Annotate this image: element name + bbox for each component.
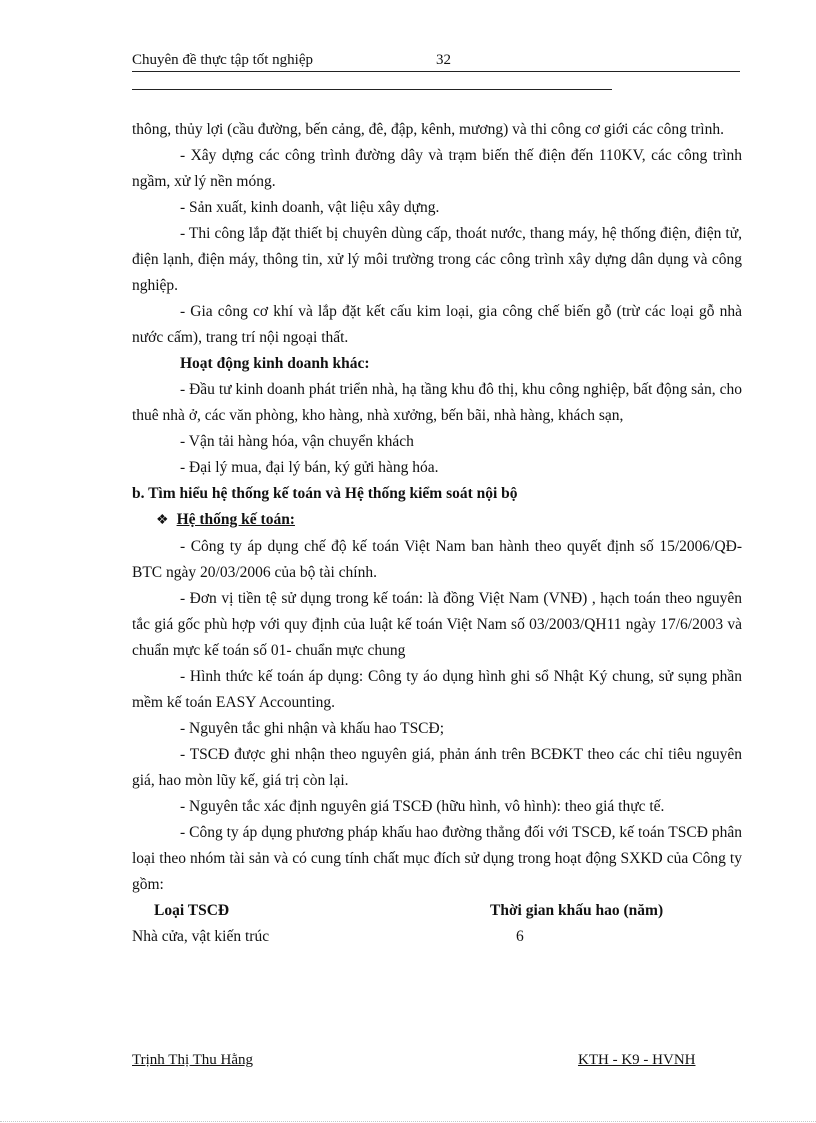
document-body bbox=[132, 117, 742, 950]
header-title: Chuyên đề thực tập tốt nghiệp bbox=[132, 52, 314, 68]
paragraph: - Đầu tư kinh doanh phát triển nhà, hạ tầng khu đô thị, khu công nghiệp, bất động sản, cho thuê nhà ở, các văn phòng, kho hàng, nhà xưởng, bến bãi, nhà hàng, khách sạn, bbox=[132, 381, 742, 424]
paragraph: - Đơn vị tiền tệ sử dụng trong kế toán: là đồng Việt Nam (VNĐ) , hạch toán theo nguyên tắc giá gốc phù hợp với quy định của luật kế toán Việt Nam số 03/2003/QH11 ngày 17/6/2003 và chuẩn mực kế toán số 01- chuẩn mực chung bbox=[132, 590, 742, 659]
paragraph: - Vận tải hàng hóa, vận chuyển khách bbox=[180, 433, 414, 450]
paragraph: - Sản xuất, kinh doanh, vật liệu xây dựng. bbox=[180, 199, 440, 216]
page-number: 32 bbox=[436, 52, 451, 68]
subheading: Hoạt động kinh doanh khác: bbox=[180, 355, 370, 372]
table-header-asset-type: Loại TSCĐ bbox=[154, 902, 230, 919]
table-row bbox=[132, 924, 742, 950]
table-header-row bbox=[132, 898, 742, 924]
paragraph: - Công ty áp dụng phương pháp khấu hao đường thẳng đối với TSCĐ, kế toán TSCĐ phân loại theo nhóm tài sản và có cung tính chất mục đích sử dụng trong hoạt động SXKD của Công ty gồm: bbox=[132, 824, 742, 893]
section-heading: b. Tìm hiểu hệ thống kế toán và Hệ thống kiểm soát nội bộ bbox=[132, 485, 518, 502]
paragraph: - Đại lý mua, đại lý bán, ký gửi hàng hóa. bbox=[180, 459, 439, 476]
paragraph: - Nguyên tắc ghi nhận và khấu hao TSCĐ; bbox=[180, 720, 445, 737]
paragraph: - Xây dựng các công trình đường dây và trạm biến thế điện đến 110KV, các công trình ngầm, xử lý nền móng. bbox=[132, 147, 742, 190]
header-rule-secondary bbox=[132, 89, 612, 90]
bullet-heading bbox=[132, 507, 742, 534]
table-header-depreciation-years: Thời gian khấu hao (năm) bbox=[490, 902, 664, 919]
paragraph: - Gia công cơ khí và lắp đặt kết cấu kim loại, gia công chế biến gỗ (trừ các loại gỗ nhà nước cấm), trang trí nội ngoại thất. bbox=[132, 303, 742, 346]
header-rule bbox=[132, 71, 740, 72]
paragraph: - Hình thức kế toán áp dụng: Công ty áo dụng hình ghi sổ Nhật Ký chung, sử sụng phần mềm kế toán EASY Accounting. bbox=[132, 668, 742, 711]
footer-author: Trịnh Thị Thu Hằng bbox=[132, 1052, 253, 1068]
paragraph: - Thi công lắp đặt thiết bị chuyên dùng cấp, thoát nước, thang máy, hệ thống điện, điện tử, điện lạnh, điện máy, thông tin, xử lý môi trường trong các công trình xây dựng dân dụng và công nghiệp. bbox=[132, 225, 742, 294]
paragraph: thông, thủy lợi (cầu đường, bến cảng, đê, đập, kênh, mương) và thi công cơ giới các công trình. bbox=[132, 121, 724, 138]
bullet-heading-text: Hệ thống kế toán: bbox=[176, 511, 295, 528]
table-cell: 6 bbox=[516, 928, 524, 945]
paragraph: - TSCĐ được ghi nhận theo nguyên giá, phản ánh trên BCĐKT theo các chỉ tiêu nguyên giá, hao mòn lũy kế, giá trị còn lại. bbox=[132, 746, 742, 789]
footer-code: KTH - K9 - HVNH bbox=[578, 1052, 696, 1068]
depreciation-table bbox=[132, 898, 742, 950]
page-bottom-divider bbox=[0, 1121, 816, 1122]
diamond-bullet-icon: ❖ bbox=[156, 513, 169, 528]
table-cell: Nhà cửa, vật kiến trúc bbox=[132, 928, 270, 945]
paragraph: - Nguyên tắc xác định nguyên giá TSCĐ (hữu hình, vô hình): theo giá thực tế. bbox=[180, 798, 665, 815]
paragraph: - Công ty áp dụng chế độ kế toán Việt Nam ban hành theo quyết định số 15/2006/QĐ-BTC ngày 20/03/2006 của bộ tài chính. bbox=[132, 538, 742, 581]
